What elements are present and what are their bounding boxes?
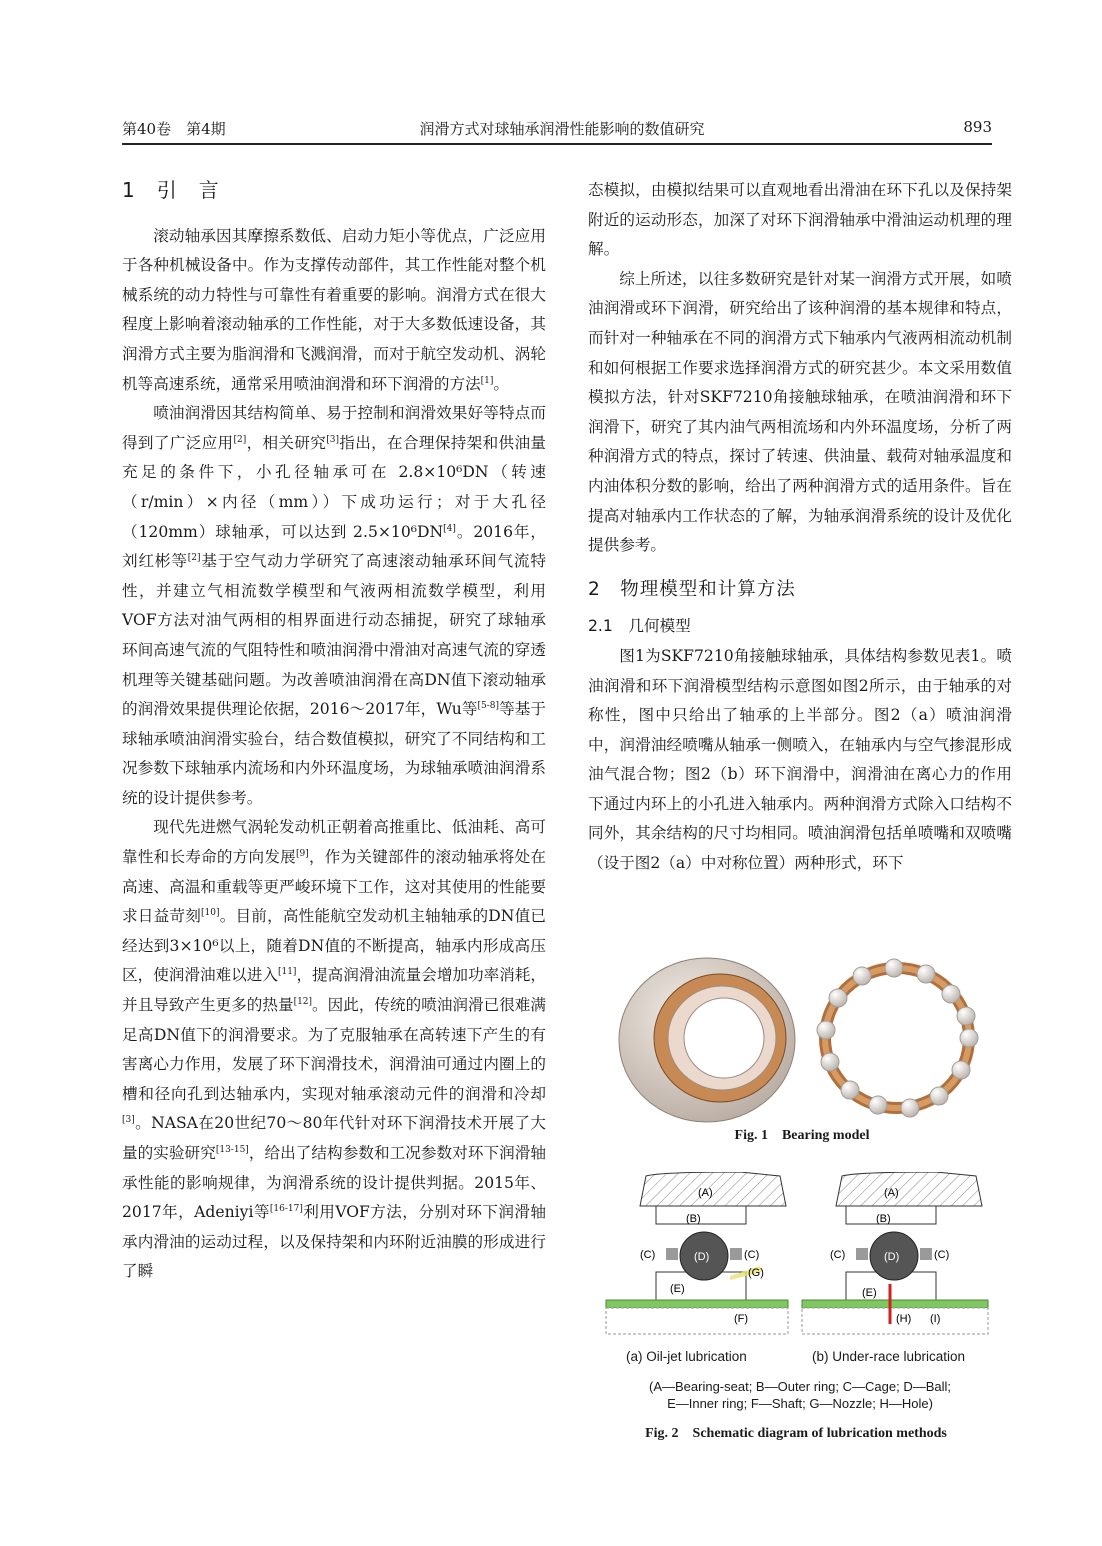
journal-volume: 第40卷 第4期 [122,120,226,138]
section-1-heading: 1 引 言 [122,178,220,202]
citation: [2] [187,552,201,563]
right-column [588,176,1012,879]
figure-1-caption: Fig. 1 Bearing model [734,1128,870,1143]
panel-oil-jet [606,1172,788,1334]
citation: [2] [233,434,247,445]
label-C2-b: (C) [934,1249,950,1261]
citation: [3] [122,1115,135,1126]
label-C: (C) [640,1249,656,1261]
citation: [3] [326,434,339,445]
running-title: 润滑方式对球轴承润滑性能影响的数值研究 [419,120,705,138]
text: ，提高润滑油流量会增加功率消耗，并且导致产生更多的热量 [122,966,546,1015]
citation: [13-15] [215,1144,249,1155]
legend-line-1: (A—Bearing-seat; B—Outer ring; C—Cage; D—Ball; [649,1379,951,1394]
label-B-b: (B) [876,1213,891,1225]
label-C2: (C) [744,1249,760,1261]
paragraph: 综上所述，以往多数研究是针对某一润滑方式开展，如喷油润滑或环下润滑，研究给出了该种润滑的基本规律和特点，而针对一种轴承在不同的润滑方式下轴承内气液两相流动机制和如何根据工作要求选择润滑方式的研究甚少。本文采用数值模拟方法，针对SKF7210角接触球轴承，在喷油润滑和环下润滑下，研究了其内油气两相流场和内外环温度场，分析了两种润滑方式的特点，探讨了转速、供油量、载荷对轴承温度和内油体积分数的影响，给出了两种润滑方式的适用条件。旨在提高对轴承内工作状态的了解，为轴承润滑系统的设计及优化提供参考。 [588,269,1012,555]
citation: [5-8] [477,700,500,711]
citation: [16-17] [269,1204,303,1214]
bearing-model-figure [612,954,992,1124]
label-I: (I) [930,1313,941,1325]
figure-2-caption: Fig. 2 Schematic diagram of lubrication methods [645,1426,947,1441]
label-E-b: (E) [862,1287,877,1299]
text: 基于空气动力学研究了高速滚动轴承环间气流特性，并建立气相流数学模型和气液两相流数学模型，利用VOF方法对油气两相的相界面进行动态捕捉，研究了球轴承环间高速气流的气阻特性和喷油润滑中滑油对高速气流的穿透机理等关键基础问题。为改善喷油润滑在高DN值下滚动轴承的润滑效果提供理论依据，2016～2017年，Wu等 [122,552,546,719]
citation: [9] [295,848,309,859]
label-A-b: (A) [884,1187,899,1199]
paragraph [122,813,546,1287]
text: 指出，在合理保持架和供油量充足的条件下，小孔径轴承可在 2.8×10⁶DN（转速（r/min）×内径（mm））下成功运行；对于大孔径（120mm）球轴承，可以达到 2.5×10⁶DN [122,433,546,541]
subcaption-b: (b) Under-race lubrication [812,1349,966,1364]
citation: [4] [443,523,456,534]
paragraph: 图1为SKF7210角接触球轴承，具体结构参数见表1。喷油润滑和环下润滑模型结构示意图如图2所示，由于轴承的对称性，图中只给出了轴承的上半部分。图2（a）喷油润滑中，润滑油经喷嘴从轴承一侧喷入，在轴承内与空气掺混形成油气混合物；图2（b）环下润滑中，润滑油在离心力的作用下通过内环上的小孔进入轴承内。两种润滑方式除入口结构不同外，其余结构的尺寸均相同。喷油润滑包括单喷嘴和双喷嘴（设于图2（a）中对称位置）两种形式，环下 [588,646,1012,873]
assembled-bearing [619,958,795,1122]
citation: [12] [293,996,313,1007]
text: 喷油润滑因其结构简单、易于控制和润滑效果好等特点而得到了广泛应用 [122,404,546,452]
left-column [122,176,546,1287]
label-D-b: (D) [884,1251,900,1263]
section-2-heading: 2 物理模型和计算方法 [588,578,796,600]
label-F: (F) [734,1313,749,1325]
citation: [10] [201,908,220,919]
label-A: (A) [698,1187,713,1199]
citation: [11] [277,967,297,978]
label-H: (H) [896,1313,912,1325]
label-G: (G) [748,1267,764,1279]
panel-under-race [802,1172,988,1334]
text: ，相关研究 [246,433,327,452]
label-C-b: (C) [830,1249,846,1261]
text: ，作为关键部件的滚动轴承将处在高速、高温和重载等更严峻环境下工作，这对其使用的性能要求日益苛刻 [122,848,546,926]
header-rule [122,143,992,145]
section-2-1-heading: 2.1 几何模型 [588,617,691,636]
text: 。 [493,374,510,393]
text: 现代先进燃气涡轮发动机正朝着高推重比、低油耗、高可靠性和长寿命的方向发展 [122,818,546,867]
text: 滚动轴承因其摩擦系数低、启动力矩小等优点，广泛应用于各种机械设备中。作为支撑传动部件，其工作性能对整个机械系统的动力特性与可靠性有着重要的影响。润滑方式在很大程度上影响着滚动轴承的工作性能，对于大多数低速设备，其润滑方式主要为脂润滑和飞溅润滑，而对于航空发动机、涡轮机等高速系统，通常采用喷油润滑和环下润滑的方法 [122,226,546,393]
citation: [1] [480,375,494,386]
cage-and-balls [817,959,978,1117]
text: 。目前，高性能航空发动机主轴轴承的DN值已经达到3×10⁶以上，随着DN值的不断提高，轴承内形成高压区，使润滑油难以进入 [122,907,546,985]
label-D: (D) [694,1251,710,1263]
legend-line-2: E—Inner ring; F—Shaft; G—Nozzle; H—Hole) [667,1396,933,1411]
text: 。2016年，刘红彬等 [122,522,546,571]
subcaption-a: (a) Oil-jet lubrication [626,1349,747,1364]
figure-2-legend [610,1378,990,1412]
lubrication-schematic [600,1172,990,1342]
page-number: 893 [963,118,992,136]
text: 。NASA在20世纪70～80年代针对环下润滑技术开展了大量的实验研究 [122,1114,546,1162]
text: ，给出了结构参数和工况参数对环下润滑轴承性能的影响规律，为润滑系统的设计提供判据。2015年、2017年，Adeniyi等 [122,1144,546,1222]
text: 利用VOF方法，分别对环下润滑轴承内滑油的运动过程，以及保持架和内环附近油膜的形成进行了瞬 [122,1203,546,1281]
label-E: (E) [670,1283,685,1295]
text: 等基于球轴承喷油润滑实验台，结合数值模拟，研究了不同结构和工况参数下球轴承内流场和内外环温度场，为球轴承喷油润滑系统的设计提供参考。 [122,700,546,807]
paragraph [122,399,546,813]
running-header [122,118,992,140]
label-B: (B) [686,1213,701,1225]
text: 。因此，传统的喷油润滑已很难满足高DN值下的润滑要求。为了克服轴承在高转速下产生的有害离心力作用，发展了环下润滑技术，润滑油可通过内圈上的槽和径向孔到达轴承内，实现对轴承滚动元件的润滑和冷却 [122,996,546,1103]
paragraph: 态模拟，由模拟结果可以直观地看出滑油在环下孔以及保持架附近的运动形态，加深了对环下润滑轴承中滑油运动机理的理解。 [588,181,1012,259]
paragraph [122,222,546,400]
